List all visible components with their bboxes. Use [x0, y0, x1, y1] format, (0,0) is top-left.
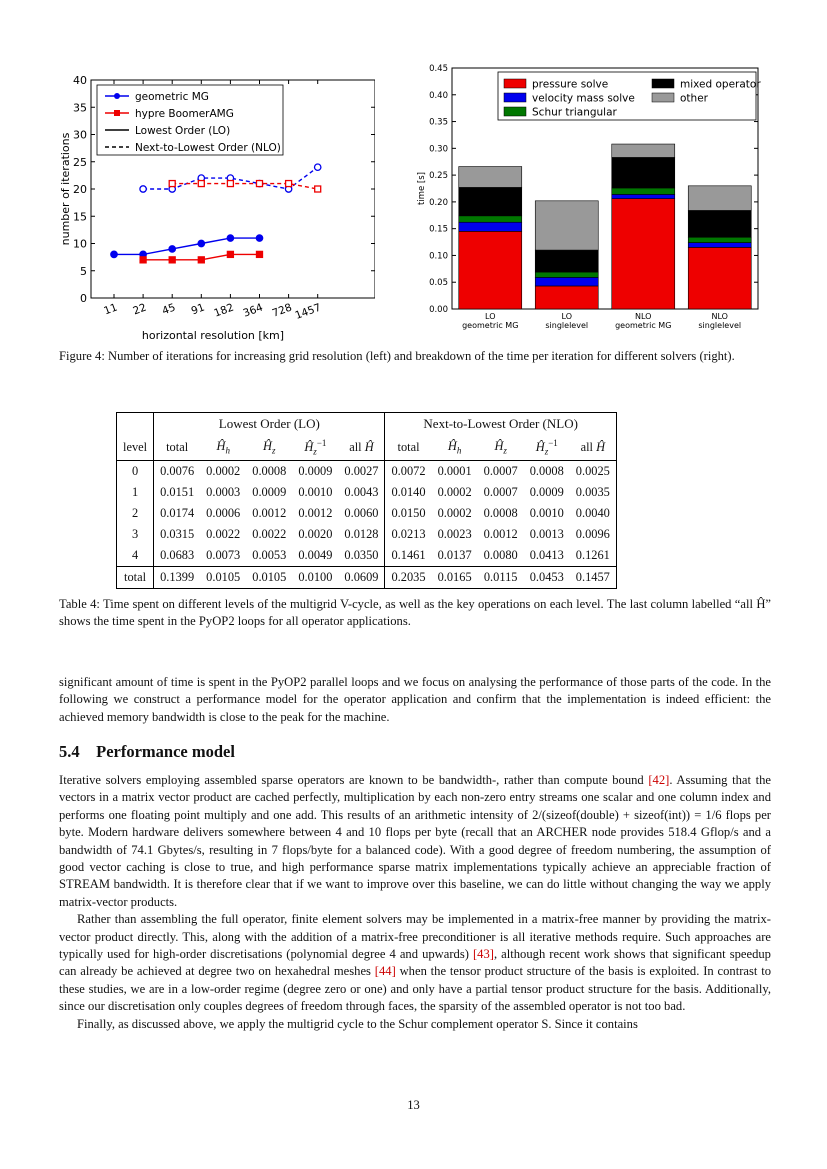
data-point — [256, 235, 262, 241]
x-tick-label: 11 — [102, 301, 120, 318]
legend-label: velocity mass solve — [532, 92, 635, 105]
p1-text-a: Iterative solvers employing assembled sparse operators are known to be bandwidth-, rather than compute bound — [59, 773, 649, 787]
table-header-cell: all Ĥ — [338, 435, 385, 460]
time-breakdown-chart — [410, 58, 780, 338]
data-point — [286, 181, 292, 187]
bar-segment — [535, 286, 598, 309]
iterations-chart — [55, 68, 375, 343]
table-row — [117, 545, 617, 567]
table-header-cell: $Ĥ_z$ — [246, 435, 292, 460]
x-tick-label: LO — [561, 312, 572, 321]
y-tick-label: 30 — [73, 128, 87, 142]
table-cell: 2 — [117, 503, 154, 524]
y-tick-label: 0.10 — [429, 251, 448, 262]
table-cell: 0.0683 — [160, 547, 195, 562]
table-cell: 0.0022 — [252, 526, 287, 541]
legend-swatch — [652, 93, 674, 102]
table-cell: 0.1457 — [570, 566, 617, 588]
table-cell: 0.0413 — [529, 547, 564, 562]
timing-table-wrapper — [116, 412, 617, 589]
table-cell: 0.0023 — [437, 526, 472, 541]
bar-segment — [535, 277, 598, 286]
legend-marker — [114, 93, 120, 99]
table-cell: 0.0012 — [298, 505, 333, 520]
table-cell: 0.0022 — [206, 526, 241, 541]
table-cell: 0.0025 — [570, 460, 617, 482]
table-header-cell: $Ĥ_h$ — [432, 435, 478, 460]
table-cell: 0.0007 — [483, 484, 518, 499]
table-cell: total — [117, 566, 154, 588]
data-point — [198, 240, 204, 246]
table-cell: 0.0020 — [298, 526, 333, 541]
x-tick-label: geometric MG — [615, 321, 672, 330]
table-cell: 0.0115 — [478, 566, 524, 588]
table-cell: 0.0100 — [292, 566, 338, 588]
y-tick-label: 15 — [73, 210, 87, 224]
table-cell: 0.0105 — [246, 566, 292, 588]
data-point — [227, 235, 233, 241]
bar-segment — [535, 201, 598, 250]
table-cell: 0.0105 — [200, 566, 246, 588]
table-row — [117, 524, 617, 545]
x-tick-label: NLO — [635, 312, 652, 321]
data-point — [169, 246, 175, 252]
table-cell: 0.0053 — [252, 547, 287, 562]
legend-label: hypre BoomerAMG — [135, 108, 234, 120]
section-number: 5.4 — [59, 742, 80, 761]
bar-segment — [535, 272, 598, 277]
table-cell: 0.1399 — [154, 566, 201, 588]
table-cell: 1 — [117, 482, 154, 503]
table-cell: 0.0006 — [206, 505, 241, 520]
y-tick-label: 0.35 — [429, 117, 448, 128]
bar-segment — [612, 199, 675, 309]
bar-segment — [612, 157, 675, 188]
table-cell: 0.0001 — [437, 463, 472, 478]
p2-text-c: when the tensor product structure of the basis is exploited. In contrast to these studies, we are in a low-order regime (degree zero or one) and only have a partial tensor product structure for the basis. Additionally, since our discretisation only couples degrees of freedom through faces, the sparsity of the assembled operator is not too bad. — [59, 964, 771, 1014]
table-column-header — [117, 435, 617, 460]
table-cell: 0.0174 — [160, 505, 195, 520]
p2-text-a: Rather than assembling the full operator, finite element solvers may be implemented in a matrix-free manner by providing the matrix-vector product directly. This, along with the addition of a matrix-free preconditioner is all iterative methods require. Such approaches are typically used for high-order discretisations (polynomial degree 4 and upwards) — [59, 912, 771, 962]
table-header-cell: $Ĥ_z^{-1}$ — [292, 435, 338, 460]
table-cell: 0.1261 — [570, 545, 617, 567]
y-tick-label: 10 — [73, 237, 87, 251]
legend-label: Next-to-Lowest Order (NLO) — [135, 142, 281, 154]
table-header-cell: level — [117, 435, 154, 460]
table-cell: 0.0009 — [529, 484, 564, 499]
table-cell: 0.0072 — [391, 463, 426, 478]
y-tick-label: 0.05 — [429, 278, 448, 289]
legend-label: other — [680, 92, 708, 105]
bar-segment — [612, 194, 675, 198]
data-point — [227, 181, 233, 187]
x-tick-label: 45 — [160, 301, 178, 318]
y-tick-label: 35 — [73, 101, 87, 115]
table-cell: 0.0096 — [570, 524, 617, 545]
table-cell: 0.0007 — [483, 463, 518, 478]
section-heading — [59, 742, 235, 762]
table-cell: 0.0350 — [338, 545, 385, 567]
x-tick-label: 364 — [241, 301, 265, 320]
table-cell: 0.0315 — [160, 526, 195, 541]
bar-segment — [688, 237, 751, 242]
y-tick-label: 0.40 — [429, 90, 448, 101]
table-cell: 0.0043 — [338, 482, 385, 503]
data-point — [315, 186, 321, 192]
table-cell: 0 — [117, 460, 154, 482]
y-tick-label: 20 — [73, 183, 87, 196]
table-cell: 0.0140 — [391, 484, 426, 499]
bar-segment — [459, 216, 522, 222]
x-tick-label: geometric MG — [462, 321, 519, 330]
y-tick-label: 0 — [80, 292, 87, 305]
x-tick-label: LO — [485, 312, 496, 321]
body-text — [59, 772, 771, 1033]
intro-text: significant amount of time is spent in the PyOP2 parallel loops and we focus on analysing the performance of those parts of the code. In the following we construct a performance model for the operator application and confirm that the implementation is indeed efficient: the achieved memory bandwidth is close to the peak for the machine. — [59, 675, 771, 724]
table-cell: 3 — [117, 524, 154, 545]
citation-44[interactable]: [44] — [374, 964, 396, 979]
p1-text-b: . Assuming that the vectors in a matrix vector product are cached perfectly, multiplication by each non-zero entry streams one scalar and one column index and performs one floating point multiply and one add. This results of an arithmetic intensity of 2/(sizeof(double) + sizeof(int)) = 1/6 flops per byte. Modern hardware delivers somewhere between 4 and 10 flops per byte (recall that an ARCHER node provides 518.4 Gflop/s and a bandwidth of 74.1 Gbytes/s, resulting in 7 flops/byte for a balanced code). With a good degree of freedom numbering, the assumption of good vector caching is close to true, and high performance sparse matrix implementations typically achieve an appreciable fraction of STREAM bandwidth. It is therefore clear that if we want to improve over this baseline, we can do little without changing the way we apply matrix-vector products. — [59, 773, 771, 909]
data-point — [198, 181, 204, 187]
table-cell: 0.0080 — [483, 547, 518, 562]
data-point — [140, 186, 146, 192]
table-cell: 0.0137 — [437, 547, 472, 562]
table-cell: 0.0049 — [298, 547, 333, 562]
bar-segment — [688, 243, 751, 248]
table-cell: 0.0453 — [524, 566, 570, 588]
table-cell: 0.0213 — [391, 526, 426, 541]
bar-segment — [612, 144, 675, 157]
table-corner — [117, 413, 154, 436]
citation-42[interactable]: [42] — [648, 773, 670, 787]
table-cell: 0.0035 — [570, 482, 617, 503]
timing-table — [116, 412, 617, 589]
table-cell: 0.0002 — [437, 484, 472, 499]
y-tick-label: 40 — [73, 74, 87, 87]
data-point — [198, 257, 204, 263]
table-cell: 0.0609 — [338, 566, 385, 588]
table-cell: 4 — [117, 545, 154, 567]
table-header-cell: $Ĥ_z$ — [478, 435, 524, 460]
y-tick-label: 0.20 — [429, 197, 448, 208]
x-tick-label: 22 — [131, 301, 149, 318]
intro-paragraph — [59, 674, 771, 726]
x-axis-label: horizontal resolution [km] — [141, 329, 285, 342]
table-cell: 0.0012 — [483, 526, 518, 541]
x-tick-label: 1457 — [293, 301, 323, 322]
bar-segment — [688, 210, 751, 237]
legend-swatch — [504, 107, 526, 116]
table-cell: 0.0003 — [206, 484, 241, 499]
table-cell: 0.1461 — [391, 547, 426, 562]
table-cell: 0.0076 — [160, 463, 195, 478]
table-row — [117, 482, 617, 503]
table-header-cell: total — [154, 435, 201, 460]
table-row — [117, 503, 617, 524]
section-title: Performance model — [96, 742, 235, 761]
table-cell: 0.0008 — [529, 463, 564, 478]
table-cell: 0.0040 — [570, 503, 617, 524]
legend-label: geometric MG — [135, 91, 209, 103]
y-tick-label: 0.25 — [429, 171, 448, 182]
bar-segment — [459, 167, 522, 188]
bar-segment — [459, 187, 522, 215]
table-cell: 0.0002 — [437, 505, 472, 520]
bar-segment — [459, 231, 522, 309]
bar-segment — [688, 247, 751, 309]
legend-swatch — [504, 93, 526, 102]
table-cell: 0.0151 — [160, 484, 195, 499]
legend-label: mixed operator — [680, 78, 761, 91]
table-cell: 0.0010 — [529, 505, 564, 520]
table-caption: Table 4: Time spent on different levels of the multigrid V-cycle, as well as the key operations on each level. The last column labelled “all Ĥ” shows the time spent in the PyOP2 loops for all operator applications. — [59, 597, 771, 628]
table-cell: 0.0008 — [483, 505, 518, 520]
figure-caption: Figure 4: Number of iterations for increasing grid resolution (left) and breakdown of the time per iteration for different solvers (right). — [59, 349, 735, 363]
legend-swatch — [504, 79, 526, 88]
table-cell: 0.0128 — [338, 524, 385, 545]
x-tick-label: 728 — [270, 301, 294, 320]
y-axis-label: number of iterations — [59, 132, 72, 246]
table-header-cell: all Ĥ — [570, 435, 617, 460]
table-header-cell: $Ĥ_z^{-1}$ — [524, 435, 570, 460]
legend-swatch — [652, 79, 674, 88]
x-tick-label: singlelevel — [698, 321, 742, 330]
y-tick-label: 0.30 — [429, 144, 448, 155]
data-point — [257, 181, 263, 187]
x-tick-label: 91 — [189, 301, 207, 318]
data-point — [227, 251, 233, 257]
y-tick-label: 0.15 — [429, 224, 448, 235]
page-number: 13 — [407, 1098, 420, 1112]
bar-segment — [688, 186, 751, 211]
data-point — [169, 181, 175, 187]
legend-label: pressure solve — [532, 78, 609, 91]
legend-label: Schur triangular — [532, 106, 617, 119]
data-point — [111, 251, 117, 257]
table-cell: 0.0150 — [391, 505, 426, 520]
table-group-header-cell: Next-to-Lowest Order (NLO) — [385, 413, 616, 436]
data-point — [140, 257, 146, 263]
x-tick-label: 182 — [212, 301, 236, 320]
data-point — [169, 257, 175, 263]
table-total-row — [117, 566, 617, 588]
paragraph-1 — [59, 772, 771, 911]
y-tick-label: 5 — [80, 264, 87, 278]
bar-segment — [535, 250, 598, 272]
y-tick-label: 25 — [73, 155, 87, 169]
table-cell: 0.0060 — [338, 503, 385, 524]
paragraph-3: Finally, as discussed above, we apply the multigrid cycle to the Schur complement operator S. Since it contains — [77, 1016, 638, 1031]
p2-text-b: , although recent work shows that significant speedup can already be achieved at degree two on hexahedral meshes — [59, 947, 771, 979]
table-cell: 0.0002 — [206, 463, 241, 478]
data-point — [257, 251, 263, 257]
table-header-cell: $Ĥ_h$ — [200, 435, 246, 460]
table-group-header — [117, 413, 617, 436]
table-cell: 0.0013 — [529, 526, 564, 541]
bar-segment — [612, 188, 675, 194]
data-point — [315, 164, 321, 170]
table-cell: 0.0165 — [432, 566, 478, 588]
table-header-cell: total — [385, 435, 432, 460]
y-tick-label: 0.45 — [429, 64, 448, 74]
x-tick-label: NLO — [711, 312, 728, 321]
table-cell: 0.2035 — [385, 566, 432, 588]
table-cell: 0.0009 — [298, 463, 333, 478]
x-tick-label: singlelevel — [545, 321, 589, 330]
table-cell: 0.0008 — [252, 463, 287, 478]
table-cell: 0.0009 — [252, 484, 287, 499]
table-row — [117, 460, 617, 482]
table-cell: 0.0027 — [338, 460, 385, 482]
paragraph-2 — [59, 911, 771, 1015]
y-tick-label: 0.00 — [429, 305, 448, 315]
table-cell: 0.0010 — [298, 484, 333, 499]
citation-43[interactable]: [43] — [472, 947, 494, 962]
legend-marker — [114, 110, 120, 116]
table-cell: 0.0012 — [252, 505, 287, 520]
table-cell: 0.0073 — [206, 547, 241, 562]
y-axis-label: time [s] — [417, 172, 427, 205]
legend-label: Lowest Order (LO) — [135, 125, 231, 137]
series-line — [114, 238, 260, 254]
bar-segment — [459, 222, 522, 231]
table-group-header-cell: Lowest Order (LO) — [154, 413, 385, 436]
